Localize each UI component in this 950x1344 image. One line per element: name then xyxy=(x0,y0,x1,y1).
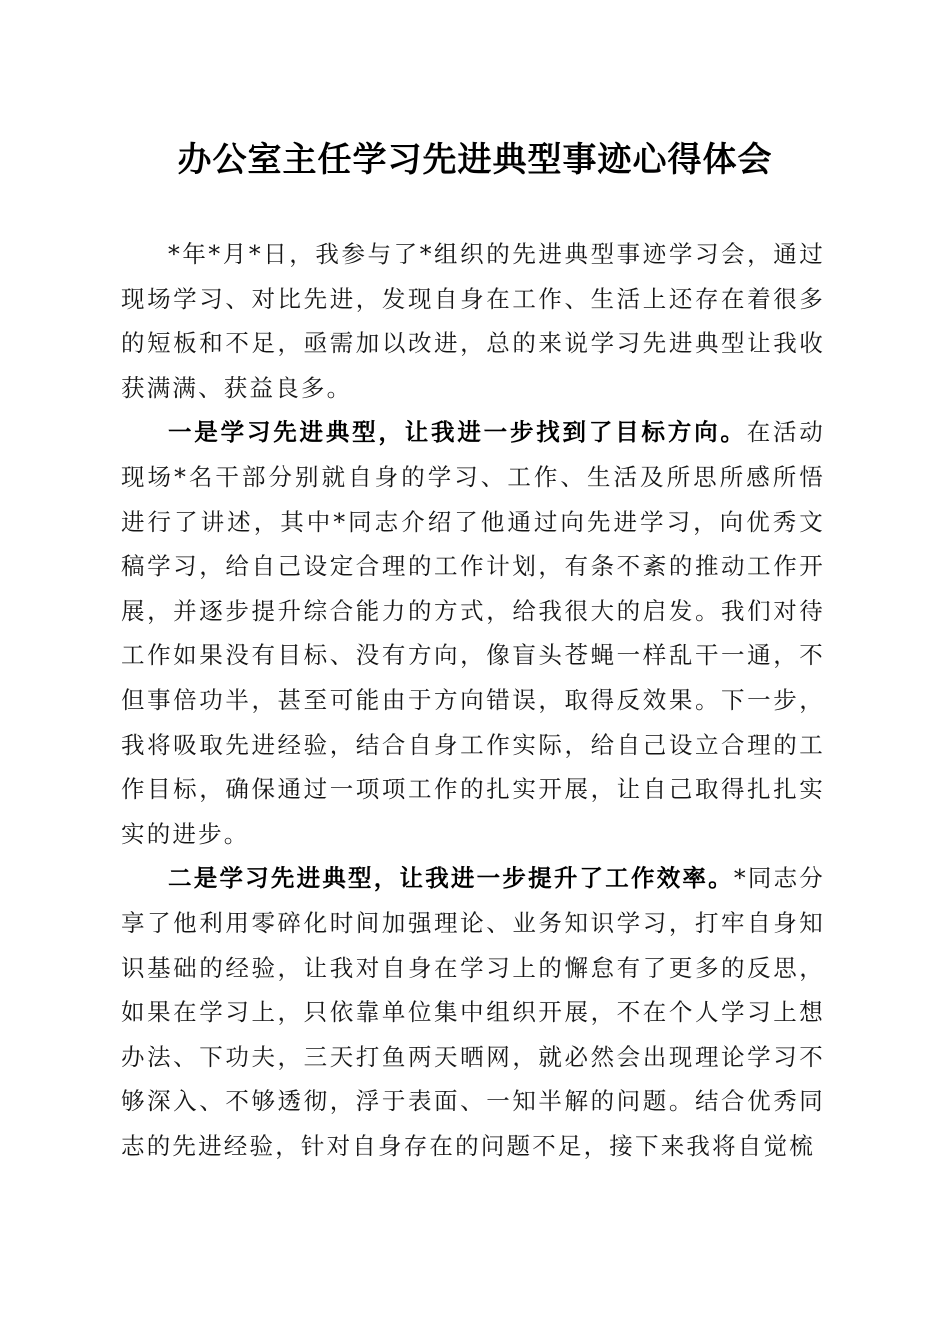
document-title: 办公室主任学习先进典型事迹心得体会 xyxy=(177,140,773,180)
document-body xyxy=(121,232,825,1168)
paragraph-intro-text: *年*月*日，我参与了*组织的先进典型事迹学习会，通过现场学习、对比先进，发现自身在工作、生活上还存在着很多的短板和不足，亟需加以改进，总的来说学习先进典型让我收获满满、获益良多。 xyxy=(121,240,825,402)
paragraph-point-one xyxy=(121,410,825,856)
paragraph-point-two-text: *同志分享了他利用零碎化时间加强理论、业务知识学习，打牢自身知识基础的经验，让我对自身在学习上的懈怠有了更多的反思，如果在学习上，只依靠单位集中组织开展，不在个人学习上想办法、下功夫，三天打鱼两天晒网，就必然会出现理论学习不够深入、不够透彻，浮于表面、一知半解的问题。结合优秀同志的先进经验，针对自身存在的问题不足，接下来我将自觉梳 xyxy=(121,864,825,1160)
paragraph-point-two xyxy=(121,856,825,1168)
paragraph-point-two-lead: 二是学习先进典型，让我进一步提升了工作效率。 xyxy=(168,864,734,893)
paragraph-point-one-text: 在活动现场*名干部分别就自身的学习、工作、生活及所思所感所悟进行了讲述，其中*同志介绍了他通过向先进学习，向优秀文稿学习，给自己设定合理的工作计划，有条不紊的推动工作开展，并逐步提升综合能力的方式，给我很大的启发。我们对待工作如果没有目标、没有方向，像盲头苍蝇一样乱干一通，不但事倍功半，甚至可能由于方向错误，取得反效果。下一步，我将吸取先进经验，结合自身工作实际，给自己设立合理的工作目标，确保通过一项项工作的扎实开展，让自己取得扎扎实实的进步。 xyxy=(121,418,825,848)
paragraph-intro xyxy=(121,232,825,410)
paragraph-point-one-lead: 一是学习先进典型，让我进一步找到了目标方向。 xyxy=(168,418,747,447)
